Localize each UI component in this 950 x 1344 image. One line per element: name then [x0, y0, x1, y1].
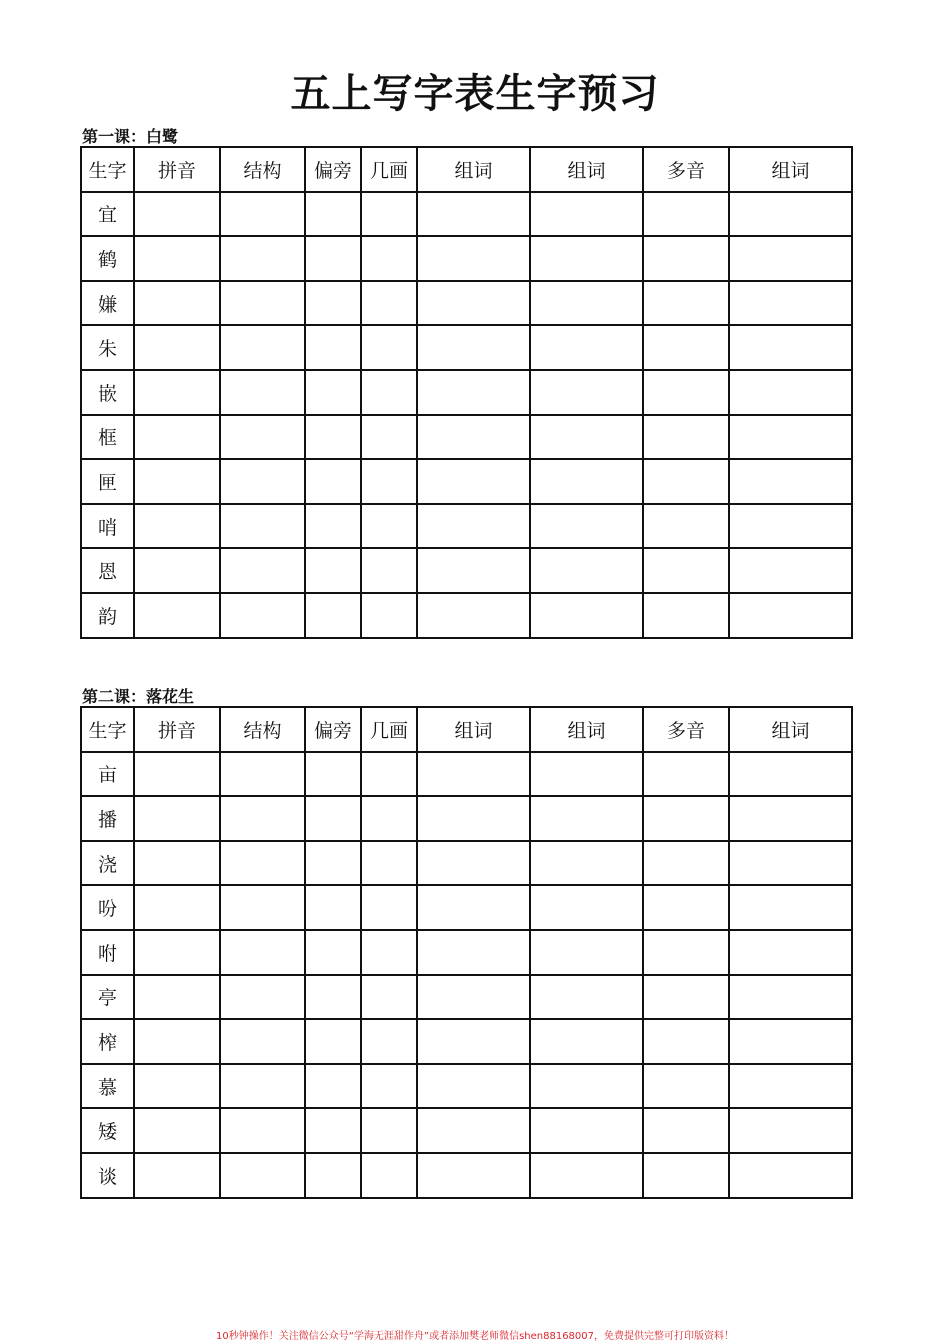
- table-row: [81, 192, 852, 237]
- character-cell: 韵: [81, 593, 134, 638]
- table-row: [81, 370, 852, 415]
- blank-answer-cell[interactable]: [361, 930, 417, 975]
- blank-answer-cell[interactable]: [305, 975, 361, 1020]
- blank-answer-cell[interactable]: [361, 885, 417, 930]
- lesson-1-label: 第一课：白鹭: [82, 127, 179, 146]
- blank-answer-cell[interactable]: [305, 236, 361, 281]
- blank-answer-cell[interactable]: [305, 325, 361, 370]
- character-cell: 宜: [81, 192, 134, 237]
- blank-answer-cell[interactable]: [643, 885, 729, 930]
- header-cell: 几画: [361, 707, 417, 752]
- blank-answer-cell[interactable]: [305, 885, 361, 930]
- character-cell: 框: [81, 415, 134, 460]
- blank-answer-cell[interactable]: [305, 415, 361, 460]
- blank-answer-cell[interactable]: [417, 885, 530, 930]
- lesson-1-rows: [81, 192, 852, 638]
- blank-answer-cell[interactable]: [417, 1064, 530, 1109]
- blank-answer-cell[interactable]: [530, 236, 643, 281]
- character-cell: 朱: [81, 325, 134, 370]
- character-cell: 播: [81, 796, 134, 841]
- blank-answer-cell[interactable]: [134, 885, 220, 930]
- blank-answer-cell[interactable]: [530, 975, 643, 1020]
- blank-answer-cell[interactable]: [220, 236, 305, 281]
- header-cell: 组词: [417, 147, 530, 192]
- character-cell: 亩: [81, 752, 134, 797]
- blank-answer-cell[interactable]: [729, 1153, 852, 1198]
- blank-answer-cell[interactable]: [417, 1019, 530, 1064]
- table-row: [81, 796, 852, 841]
- table-row: [81, 841, 852, 886]
- blank-answer-cell[interactable]: [220, 593, 305, 638]
- blank-answer-cell[interactable]: [305, 1064, 361, 1109]
- blank-answer-cell[interactable]: [729, 1019, 852, 1064]
- blank-answer-cell[interactable]: [134, 593, 220, 638]
- lesson-1-table: [80, 146, 853, 639]
- blank-answer-cell[interactable]: [134, 192, 220, 237]
- character-cell: 矮: [81, 1108, 134, 1153]
- blank-answer-cell[interactable]: [220, 192, 305, 237]
- blank-answer-cell[interactable]: [530, 930, 643, 975]
- blank-answer-cell[interactable]: [417, 1153, 530, 1198]
- blank-answer-cell[interactable]: [643, 593, 729, 638]
- blank-answer-cell[interactable]: [530, 885, 643, 930]
- character-cell: 吩: [81, 885, 134, 930]
- blank-answer-cell[interactable]: [134, 415, 220, 460]
- blank-answer-cell[interactable]: [361, 548, 417, 593]
- blank-answer-cell[interactable]: [361, 841, 417, 886]
- table-row: [81, 281, 852, 326]
- blank-answer-cell[interactable]: [643, 236, 729, 281]
- page-title: 五上写字表生字预习: [290, 70, 660, 117]
- table-row: [81, 1153, 852, 1198]
- blank-answer-cell[interactable]: [417, 192, 530, 237]
- blank-answer-cell[interactable]: [417, 1108, 530, 1153]
- character-cell: 浇: [81, 841, 134, 886]
- blank-answer-cell[interactable]: [530, 504, 643, 549]
- blank-answer-cell[interactable]: [220, 841, 305, 886]
- blank-answer-cell[interactable]: [417, 796, 530, 841]
- header-cell: 偏旁: [305, 147, 361, 192]
- blank-answer-cell[interactable]: [361, 281, 417, 326]
- blank-answer-cell[interactable]: [643, 930, 729, 975]
- blank-answer-cell[interactable]: [417, 415, 530, 460]
- character-cell: 咐: [81, 930, 134, 975]
- blank-answer-cell[interactable]: [220, 885, 305, 930]
- blank-answer-cell[interactable]: [220, 370, 305, 415]
- header-cell: 拼音: [134, 147, 220, 192]
- table-row: [81, 1019, 852, 1064]
- blank-answer-cell[interactable]: [417, 930, 530, 975]
- blank-answer-cell[interactable]: [220, 548, 305, 593]
- blank-answer-cell[interactable]: [643, 1153, 729, 1198]
- character-cell: 慕: [81, 1064, 134, 1109]
- header-cell: 组词: [729, 707, 852, 752]
- blank-answer-cell[interactable]: [361, 1153, 417, 1198]
- table-row: [81, 325, 852, 370]
- blank-answer-cell[interactable]: [417, 370, 530, 415]
- header-cell: 多音: [643, 707, 729, 752]
- blank-answer-cell[interactable]: [729, 796, 852, 841]
- blank-answer-cell[interactable]: [417, 236, 530, 281]
- blank-answer-cell[interactable]: [643, 1019, 729, 1064]
- blank-answer-cell[interactable]: [729, 236, 852, 281]
- blank-answer-cell[interactable]: [530, 1019, 643, 1064]
- table-row: [81, 548, 852, 593]
- blank-answer-cell[interactable]: [134, 1064, 220, 1109]
- blank-answer-cell[interactable]: [134, 975, 220, 1020]
- blank-answer-cell[interactable]: [220, 796, 305, 841]
- header-cell: 多音: [643, 147, 729, 192]
- blank-answer-cell[interactable]: [729, 841, 852, 886]
- blank-answer-cell[interactable]: [530, 415, 643, 460]
- table-row: [81, 1108, 852, 1153]
- blank-answer-cell[interactable]: [134, 1019, 220, 1064]
- blank-answer-cell[interactable]: [643, 1064, 729, 1109]
- blank-answer-cell[interactable]: [220, 1064, 305, 1109]
- blank-answer-cell[interactable]: [530, 593, 643, 638]
- blank-answer-cell[interactable]: [643, 325, 729, 370]
- blank-answer-cell[interactable]: [305, 504, 361, 549]
- blank-answer-cell[interactable]: [220, 1153, 305, 1198]
- blank-answer-cell[interactable]: [220, 930, 305, 975]
- blank-answer-cell[interactable]: [305, 930, 361, 975]
- table-row: [81, 975, 852, 1020]
- blank-answer-cell[interactable]: [134, 796, 220, 841]
- blank-answer-cell[interactable]: [530, 370, 643, 415]
- blank-answer-cell[interactable]: [643, 1108, 729, 1153]
- blank-answer-cell[interactable]: [417, 593, 530, 638]
- blank-answer-cell[interactable]: [220, 504, 305, 549]
- blank-answer-cell[interactable]: [134, 930, 220, 975]
- character-cell: 亭: [81, 975, 134, 1020]
- table-row: [81, 752, 852, 797]
- header-cell: 结构: [220, 147, 305, 192]
- character-cell: 哨: [81, 504, 134, 549]
- blank-answer-cell[interactable]: [361, 459, 417, 504]
- blank-answer-cell[interactable]: [530, 192, 643, 237]
- blank-answer-cell[interactable]: [305, 459, 361, 504]
- blank-answer-cell[interactable]: [530, 281, 643, 326]
- blank-answer-cell[interactable]: [305, 370, 361, 415]
- blank-answer-cell[interactable]: [220, 975, 305, 1020]
- blank-answer-cell[interactable]: [417, 281, 530, 326]
- blank-answer-cell[interactable]: [530, 1108, 643, 1153]
- blank-answer-cell[interactable]: [361, 192, 417, 237]
- blank-answer-cell[interactable]: [305, 752, 361, 797]
- character-cell: 鹤: [81, 236, 134, 281]
- header-cell: 拼音: [134, 707, 220, 752]
- character-cell: 嵌: [81, 370, 134, 415]
- blank-answer-cell[interactable]: [361, 325, 417, 370]
- blank-answer-cell[interactable]: [729, 370, 852, 415]
- blank-answer-cell[interactable]: [417, 459, 530, 504]
- blank-answer-cell[interactable]: [417, 752, 530, 797]
- blank-answer-cell[interactable]: [729, 975, 852, 1020]
- blank-answer-cell[interactable]: [530, 459, 643, 504]
- lesson-2-label: 第二课：落花生: [82, 687, 195, 706]
- header-cell: 组词: [729, 147, 852, 192]
- blank-answer-cell[interactable]: [305, 1019, 361, 1064]
- blank-answer-cell[interactable]: [643, 841, 729, 886]
- header-cell: 结构: [220, 707, 305, 752]
- blank-answer-cell[interactable]: [361, 752, 417, 797]
- blank-answer-cell[interactable]: [729, 415, 852, 460]
- table-header-row: [81, 147, 852, 192]
- blank-answer-cell[interactable]: [134, 1153, 220, 1198]
- blank-answer-cell[interactable]: [134, 841, 220, 886]
- blank-answer-cell[interactable]: [134, 325, 220, 370]
- blank-answer-cell[interactable]: [530, 548, 643, 593]
- blank-answer-cell[interactable]: [643, 752, 729, 797]
- blank-answer-cell[interactable]: [305, 593, 361, 638]
- header-cell: 偏旁: [305, 707, 361, 752]
- blank-answer-cell[interactable]: [220, 1108, 305, 1153]
- blank-answer-cell[interactable]: [134, 504, 220, 549]
- table-row: [81, 930, 852, 975]
- blank-answer-cell[interactable]: [417, 325, 530, 370]
- blank-answer-cell[interactable]: [729, 192, 852, 237]
- blank-answer-cell[interactable]: [643, 975, 729, 1020]
- blank-answer-cell[interactable]: [729, 1064, 852, 1109]
- blank-answer-cell[interactable]: [361, 1064, 417, 1109]
- blank-answer-cell[interactable]: [134, 548, 220, 593]
- blank-answer-cell[interactable]: [729, 1108, 852, 1153]
- blank-answer-cell[interactable]: [417, 975, 530, 1020]
- blank-answer-cell[interactable]: [530, 796, 643, 841]
- header-cell: 几画: [361, 147, 417, 192]
- blank-answer-cell[interactable]: [220, 325, 305, 370]
- blank-answer-cell[interactable]: [729, 885, 852, 930]
- blank-answer-cell[interactable]: [729, 281, 852, 326]
- blank-answer-cell[interactable]: [643, 415, 729, 460]
- blank-answer-cell[interactable]: [417, 504, 530, 549]
- blank-answer-cell[interactable]: [220, 459, 305, 504]
- blank-answer-cell[interactable]: [643, 796, 729, 841]
- footer-note: 10秒钟操作！关注微信公众号“学海无涯甜作舟”或者添加樊老师微信shen88168007，免费提供完整可打印版资料！: [215, 1331, 735, 1342]
- blank-answer-cell[interactable]: [361, 415, 417, 460]
- blank-answer-cell[interactable]: [729, 752, 852, 797]
- blank-answer-cell[interactable]: [305, 796, 361, 841]
- blank-answer-cell[interactable]: [729, 593, 852, 638]
- blank-answer-cell[interactable]: [643, 192, 729, 237]
- blank-answer-cell[interactable]: [643, 504, 729, 549]
- blank-answer-cell[interactable]: [305, 841, 361, 886]
- blank-answer-cell[interactable]: [643, 459, 729, 504]
- character-cell: 谈: [81, 1153, 134, 1198]
- table-row: [81, 459, 852, 504]
- blank-answer-cell[interactable]: [361, 593, 417, 638]
- blank-answer-cell[interactable]: [305, 1153, 361, 1198]
- blank-answer-cell[interactable]: [305, 548, 361, 593]
- blank-answer-cell[interactable]: [530, 325, 643, 370]
- blank-answer-cell[interactable]: [305, 192, 361, 237]
- blank-answer-cell[interactable]: [643, 548, 729, 593]
- blank-answer-cell[interactable]: [220, 281, 305, 326]
- blank-answer-cell[interactable]: [361, 1108, 417, 1153]
- blank-answer-cell[interactable]: [134, 752, 220, 797]
- blank-answer-cell[interactable]: [530, 752, 643, 797]
- blank-answer-cell[interactable]: [361, 236, 417, 281]
- character-cell: 嫌: [81, 281, 134, 326]
- blank-answer-cell[interactable]: [361, 975, 417, 1020]
- table-row: [81, 1064, 852, 1109]
- header-cell: 生字: [81, 147, 134, 192]
- blank-answer-cell[interactable]: [361, 796, 417, 841]
- blank-answer-cell[interactable]: [220, 752, 305, 797]
- table-row: [81, 415, 852, 460]
- blank-answer-cell[interactable]: [729, 930, 852, 975]
- blank-answer-cell[interactable]: [530, 1153, 643, 1198]
- blank-answer-cell[interactable]: [417, 548, 530, 593]
- blank-answer-cell[interactable]: [220, 1019, 305, 1064]
- blank-answer-cell[interactable]: [361, 370, 417, 415]
- table-row: [81, 504, 852, 549]
- header-cell: 组词: [530, 147, 643, 192]
- blank-answer-cell[interactable]: [134, 1108, 220, 1153]
- blank-answer-cell[interactable]: [305, 281, 361, 326]
- character-cell: 榨: [81, 1019, 134, 1064]
- blank-answer-cell[interactable]: [417, 841, 530, 886]
- blank-answer-cell[interactable]: [643, 370, 729, 415]
- lesson-2-rows: [81, 752, 852, 1198]
- header-cell: 组词: [530, 707, 643, 752]
- table-header-row: [81, 707, 852, 752]
- blank-answer-cell[interactable]: [530, 1064, 643, 1109]
- table-row: [81, 885, 852, 930]
- blank-answer-cell[interactable]: [361, 1019, 417, 1064]
- blank-answer-cell[interactable]: [729, 325, 852, 370]
- blank-answer-cell[interactable]: [134, 236, 220, 281]
- table-row: [81, 593, 852, 638]
- blank-answer-cell[interactable]: [530, 841, 643, 886]
- blank-answer-cell[interactable]: [643, 281, 729, 326]
- table-row: [81, 236, 852, 281]
- blank-answer-cell[interactable]: [134, 281, 220, 326]
- blank-answer-cell[interactable]: [220, 415, 305, 460]
- blank-answer-cell[interactable]: [729, 459, 852, 504]
- header-cell: 生字: [81, 707, 134, 752]
- character-cell: 恩: [81, 548, 134, 593]
- blank-answer-cell[interactable]: [305, 1108, 361, 1153]
- blank-answer-cell[interactable]: [729, 504, 852, 549]
- blank-answer-cell[interactable]: [134, 459, 220, 504]
- header-cell: 组词: [417, 707, 530, 752]
- character-cell: 匣: [81, 459, 134, 504]
- blank-answer-cell[interactable]: [134, 370, 220, 415]
- blank-answer-cell[interactable]: [729, 548, 852, 593]
- blank-answer-cell[interactable]: [361, 504, 417, 549]
- lesson-2-table: [80, 706, 853, 1199]
